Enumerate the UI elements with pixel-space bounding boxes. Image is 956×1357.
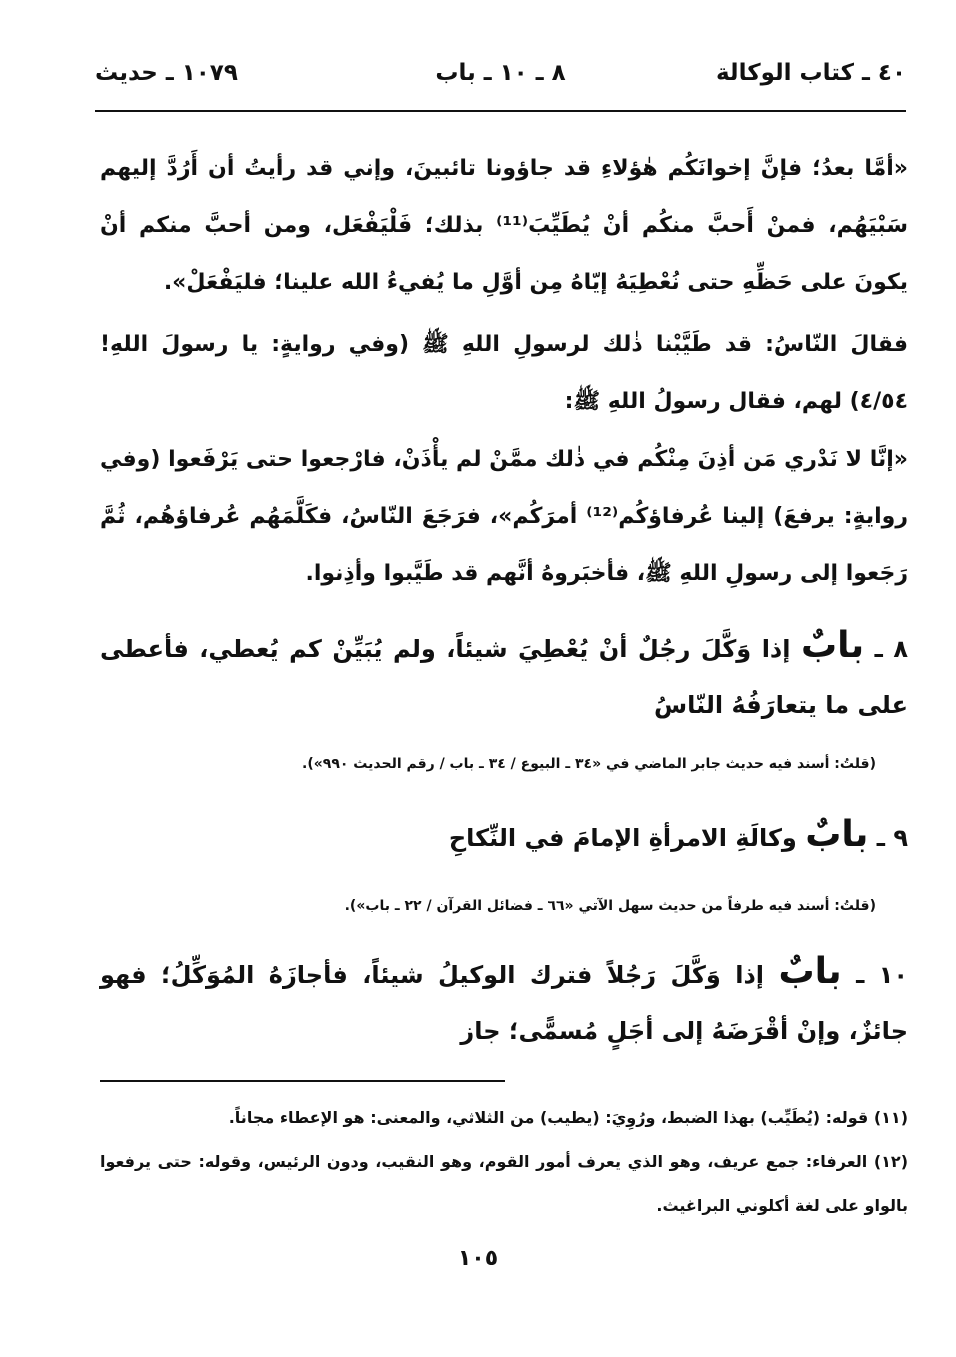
editor-note-9: (قلتُ: أسند فيه طرفاً من حديث سهل الآتي «٦٦ ـ فضائل القرآن / ٢٢ ـ باب»). <box>344 898 876 914</box>
hadith-paragraph-1: «أمَّا بعدُ؛ فإنَّ إخوانَكُم هٰؤلاءِ قد جاؤونا تائبينَ، وإني قد رأيتُ أن أَرُدَّ إليهم سَبْيَهُم، فمنْ أَحبَّ منكُم أنْ يُطَيِّبَ⁽¹¹⁾ بذلك؛ فَلْيَفْعَل، ومن أحبَّ منكم أنْ يكونَ على حَظِّهِ حتى نُعْطِيَهُ إيّاهُ مِن أوَّلِ ما يُفيءُ الله علينا؛ فليَفْعَلْ». <box>100 156 908 295</box>
chapter-number: ١٠ ـ <box>856 961 909 989</box>
header-chapter-range: ٨ ـ ١٠ ـ باب <box>435 60 566 86</box>
chapter-heading-9 <box>100 807 908 866</box>
chapter-heading-8 <box>100 618 908 733</box>
hadith-paragraph-2: فقالَ النّاسُ: قد طَيَّبْنا ذٰلك لرسولِ اللهِ ﷺ (وفي روايةٍ: يا رسولَ اللهِ! ٤/٥٤) لهم، فقال رسولُ اللهِ ﷺ: <box>100 332 908 414</box>
chapter-title: إذا وَكَّلَ رجُلٌ أنْ يُعْطِيَ شيئاً، ولم يُبَيِّنْ كم يُعطي، فأعطى على ما يتعارَفُهُ النّاسُ <box>100 635 908 719</box>
chapter-title: وكالَةِ الامرأةِ الإمامَ في النِّكاحِ <box>448 824 797 852</box>
chapter-bab-label: بابٌ <box>805 814 869 855</box>
hadith-paragraph-3: «إنَّا لا نَدْري مَن أذِنَ مِنْكُم في ذٰلك ممَّنْ لم يأْذَنْ، فارْجعوا حتى يَرْفَعوا (وفي روايةٍ: يرفعَ) إلينا عُرفاؤكُم⁽¹²⁾ أمرَكُم»، فرَجَعَ النّاسُ، فكَلَّمَهُم عُرفاؤهُم، ثُمَّ رَجَعوا إلى رسولِ اللهِ ﷺ، فأخبَروهُ أنَّهم قد طَيَّبوا وأذِنوا. <box>100 447 909 586</box>
footnote-11: (١١) قوله: (يُطَيِّب) بهذا الضبط، ورُوِيَ: (يطيب) من الثلاثي، والمعنى: هو الإعطاء مجاناً. <box>228 1108 908 1127</box>
header-divider <box>95 110 906 112</box>
chapter-title: إذا وَكَّلَ رَجُلاً فترك الوكيلُ شيئاً، فأجازَهُ المُوَكِّلُ؛ فهو جائزٌ، وإنْ أقْرَضَهُ إلى أجَلٍ مُسمًّى؛ جاز <box>100 961 908 1045</box>
chapter-bab-label: بابٌ <box>778 951 842 992</box>
chapter-number: ٩ ـ <box>876 824 908 852</box>
header-hadith-number: ١٠٧٩ ـ حديث <box>95 60 238 86</box>
footnote-12: (١٢) العرفاء: جمع عريف، وهو الذي يعرف أمور القوم، وهو النقيب، ودون الرئيس، وقوله: حتى يرفعوا بالواو على لغة أكلوني البراغيث. <box>100 1152 908 1215</box>
header-book-title: ٤٠ ـ كتاب الوكالة <box>715 60 906 86</box>
running-header <box>95 58 906 98</box>
chapter-bab-label: بابٌ <box>800 625 865 666</box>
chapter-heading-10 <box>100 944 908 1059</box>
editor-note-8: (قلتُ: أسند فيه حديث جابر الماضي في «٣٤ ـ البيوع / ٣٤ ـ باب / رقم الحديث ٩٩٠»). <box>302 756 876 772</box>
footnote-divider <box>100 1080 505 1082</box>
page-number: ١٠٥ <box>457 1246 499 1271</box>
chapter-number: ٨ ـ <box>874 635 909 663</box>
